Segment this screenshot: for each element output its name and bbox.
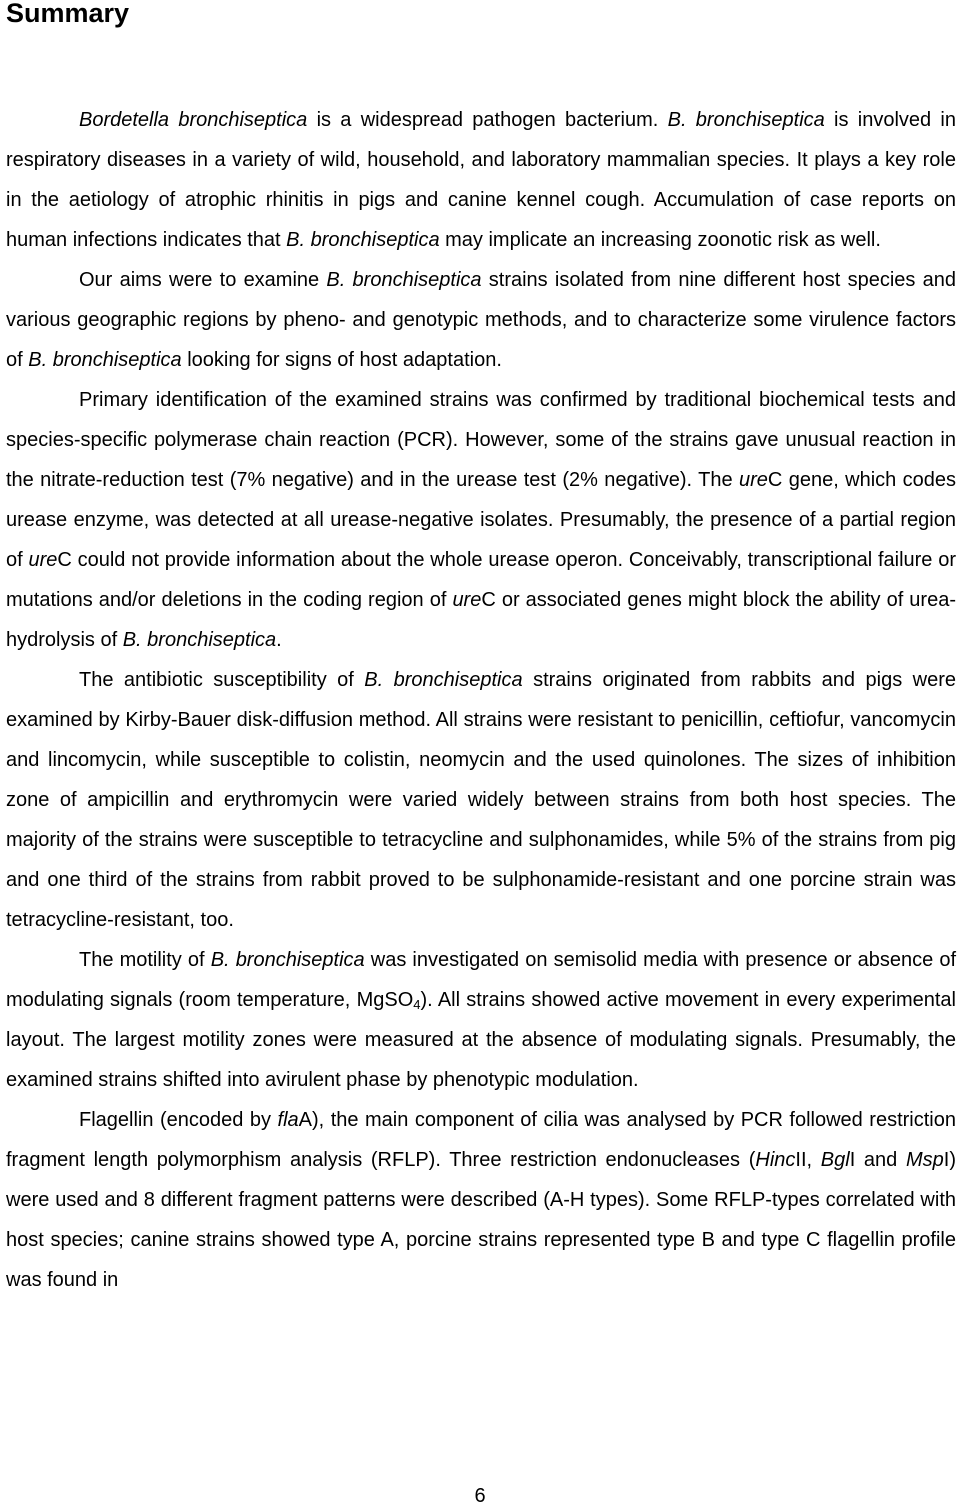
- text-run: The motility of: [79, 949, 211, 971]
- paragraph-intro: [6, 100, 956, 260]
- paragraph-aims: [6, 260, 956, 380]
- text-run: was investigated on semisolid media with presence or absence of modulating signals (room temperature, MgSO: [6, 949, 956, 1011]
- text-run: C could not provide information about the whole urease operon. Conceivably, transcriptional failure or mutations and/or deletions in the coding region of: [6, 549, 956, 611]
- text-run: Primary identification of the examined strains was confirmed by traditional biochemical tests and species-specific polymerase chain reaction (PCR). However, some of the strains gave unusual reaction in the nitrate-reduction test (7% negative) and in the urease test (2% negative). The: [6, 389, 956, 491]
- paragraph-antibiotic-susceptibility: [6, 660, 956, 940]
- text-run: C gene, which codes urease enzyme, was detected at all urease-negative isolates. Presumably, the presence of a partial region of: [6, 469, 957, 571]
- italic-term: ure: [452, 589, 482, 611]
- text-run: The antibiotic susceptibility of: [79, 669, 365, 691]
- text-run: is involved in respiratory diseases in a variety of wild, household, and laboratory mammalian species. It plays a key role in the aetiology of atrophic rhinitis in pigs and canine kennel cough. Accumulation of case reports on human infections indicates that: [6, 109, 956, 251]
- subscript: 4: [413, 997, 421, 1012]
- page-title: Summary: [6, 0, 130, 28]
- text-run: may implicate an increasing zoonotic risk as well.: [439, 229, 881, 251]
- text-run: strains isolated from nine different host species and various geographic regions by pheno- and genotypic methods, and to characterize some virulence factors of: [6, 269, 956, 371]
- text-run: is a widespread pathogen bacterium.: [307, 109, 668, 131]
- italic-term: ure: [738, 469, 768, 491]
- italic-term: B. bronchiseptica: [667, 109, 825, 131]
- italic-term: Bgl: [820, 1149, 850, 1171]
- italic-term: B. bronchiseptica: [210, 949, 365, 971]
- paragraph-motility: [6, 940, 956, 1100]
- text-run: A), the main component of cilia was analysed by PCR followed restriction fragment length polymorphism analysis (RFLP). Three restriction endonucleases (: [6, 1109, 956, 1171]
- italic-term: Hinc: [755, 1149, 796, 1171]
- italic-term: B. bronchiseptica: [122, 629, 277, 651]
- summary-body: [6, 100, 956, 1300]
- paragraph-flagellin: [6, 1100, 956, 1300]
- text-run: C or associated genes might block the ability of urea-hydrolysis of: [6, 589, 956, 651]
- italic-term: B. bronchiseptica: [28, 349, 182, 371]
- italic-term: Bordetella bronchiseptica: [79, 109, 308, 131]
- italic-term: B. bronchiseptica: [364, 669, 523, 691]
- text-run: .: [276, 629, 282, 651]
- italic-term: B. bronchiseptica: [286, 229, 440, 251]
- paragraph-identification: [6, 380, 956, 660]
- text-run: ). All strains showed active movement in every experimental layout. The largest motility zones were measured at the absence of modulating signals. Presumably, the examined strains shifted into avirulent phase by phenotypic modulation.: [6, 989, 956, 1091]
- italic-term: fla: [277, 1109, 299, 1131]
- text-run: Our aims were to examine: [79, 269, 327, 291]
- italic-term: B. bronchiseptica: [326, 269, 482, 291]
- page-number: 6: [474, 1485, 486, 1507]
- italic-term: ure: [28, 549, 58, 571]
- text-run: looking for signs of host adaptation.: [181, 349, 502, 371]
- text-run: II,: [795, 1149, 821, 1171]
- italic-term: Msp: [905, 1149, 944, 1171]
- text-run: Flagellin (encoded by: [79, 1109, 278, 1131]
- text-run: strains originated from rabbits and pigs were examined by Kirby-Bauer disk-diffusion method. All strains were resistant to penicillin, ceftiofur, vancomycin and lincomycin, while susceptible to colistin, neomycin and the used quinolones. The sizes of inhibition zone of ampicillin and erythromycin were varied widely between strains from both host species. The majority of the strains were susceptible to tetracycline and sulphonamides, while 5% of the strains from pig and one third of the strains from rabbit proved to be sulphonamide-resistant and one porcine strain was tetracycline-resistant, too.: [6, 669, 957, 931]
- text-run: I and: [849, 1149, 906, 1171]
- text-run: I) were used and 8 different fragment patterns were described (A-H types). Some RFLP-types correlated with host species; canine strains showed type A, porcine strains represented type B and type C flagellin profile was found in: [6, 1149, 956, 1291]
